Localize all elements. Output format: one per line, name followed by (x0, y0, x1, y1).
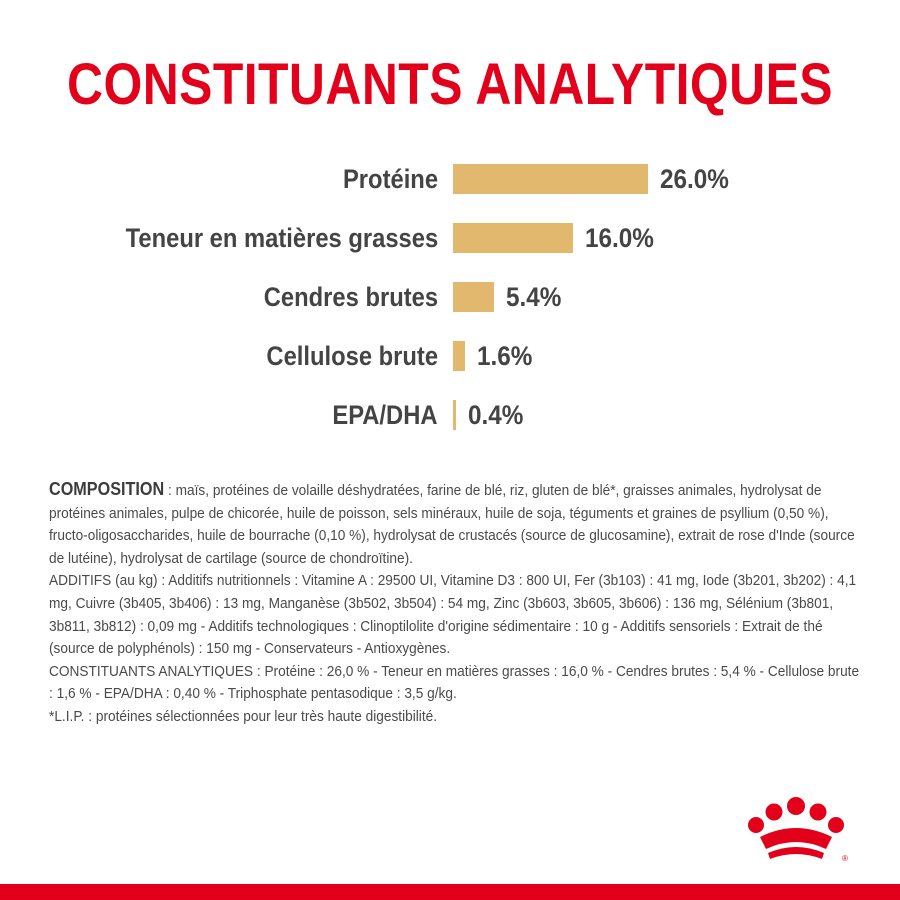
composition-paragraph (49, 478, 864, 570)
composition-block (49, 478, 864, 729)
chart-bar (453, 223, 573, 253)
crown-logo-icon (738, 795, 858, 865)
chart-row (0, 336, 900, 376)
chart-bar (453, 164, 648, 194)
composition-text: : maïs, protéines de volaille déshydratées, farine de blé, riz, gluten de blé*, graisses animales, hydrolysat de protéines animales, pulpe de chicorée, huile de poisson, sels minéraux, huile de soja, téguments et graines de psyllium (0,50 %), fructo-oligosaccharides, huile de bourrache (0,10 %), hydrolysat de crustacés (source de glucosamine), extrait de rose d'Inde (source de lutéine), hydrolysat de cartilage (source de chondroïtine). (49, 482, 855, 567)
chart-bar (453, 400, 456, 430)
chart-row (0, 159, 900, 199)
composition-heading: COMPOSITION (49, 479, 165, 499)
chart-value-label: 1.6% (477, 341, 533, 371)
chart-row (0, 277, 900, 317)
chart-bar (453, 341, 465, 371)
chart-category-label: Cendres brutes (263, 282, 438, 312)
additifs-paragraph: ADDITIFS (au kg) : Additifs nutritionnels : Vitamine A : 29500 UI, Vitamine D3 : 800 UI, Fer (3b103) : 41 mg, Iode (3b201, 3b202) : 4,1 mg, Cuivre (3b405, 3b406) : 13 mg, Manganèse (3b502, 3b504) : 54 mg, Zinc (3b603, 3b605, 3b606) : 136 mg, Sélénium (3b801, 3b811, 3b812) : 0,09 mg - Additifs technologiques : Clinoptilolite d'origine sédimentaire : 10 g - Additifs sensoriels : Extrait de thé (source de polyphénols) : 150 mg - Conservateurs - Antioxygènes. (49, 572, 857, 658)
constituants-paragraph: CONSTITUANTS ANALYTIQUES : Protéine : 26,0 % - Teneur en matières grasses : 16,0 % - Cendres brutes : 5,4 % - Cellulose brute : 1,6 % - EPA/DHA : 0,40 % - Triphosphate pentasodique : 3,5 g/kg. (49, 662, 860, 703)
chart-row (0, 218, 900, 258)
chart-value-label: 5.4% (505, 282, 561, 312)
chart-category-label: Cellulose brute (266, 341, 438, 371)
trademark-symbol: ® (842, 854, 848, 863)
chart-value-label: 0.4% (468, 400, 524, 430)
chart-value-label: 26.0% (660, 164, 729, 194)
chart-category-label: EPA/DHA (332, 400, 438, 430)
chart-category-label: Protéine (342, 164, 438, 194)
footer-brand-bar (0, 884, 900, 900)
chart-value-label: 16.0% (585, 223, 654, 253)
page-title: CONSTITUANTS ANALYTIQUES (67, 52, 833, 117)
chart-category-label: Teneur en matières grasses (125, 223, 438, 253)
footnote: *L.I.P. : protéines sélectionnées pour leur très haute digestibilité. (49, 707, 438, 725)
chart-bar (453, 282, 494, 312)
chart-row (0, 395, 900, 435)
